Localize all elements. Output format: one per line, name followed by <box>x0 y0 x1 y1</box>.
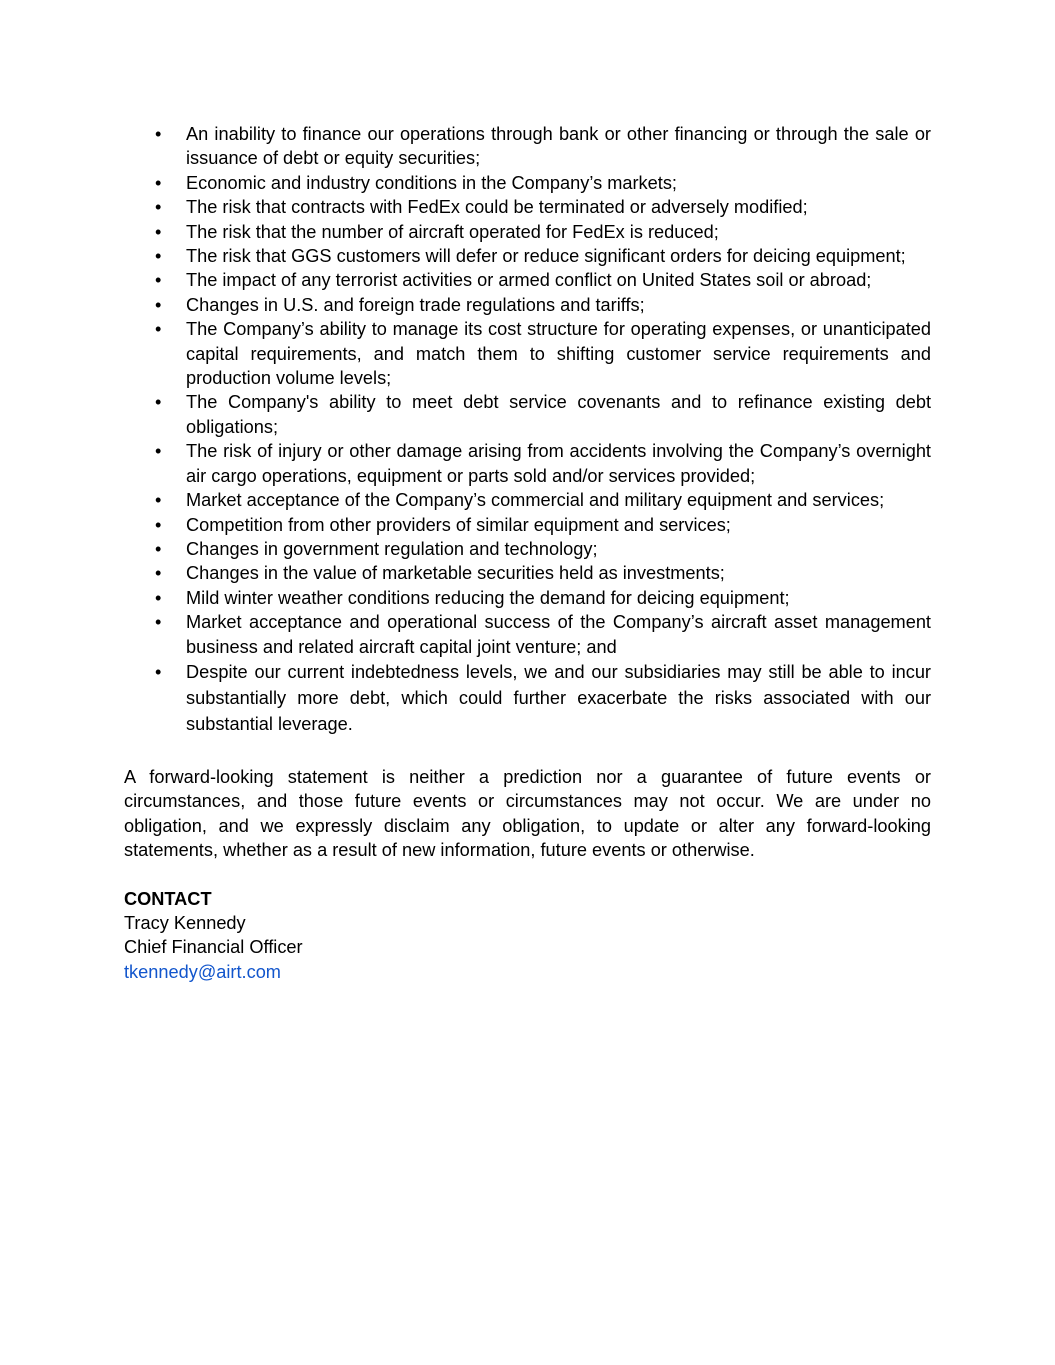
bullet-icon: • <box>155 124 162 144</box>
bullet-icon: • <box>155 197 162 218</box>
list-item <box>124 122 931 171</box>
list-item-text: Market acceptance and operational success of the Company’s aircraft asset management business and related aircraft capital joint venture; and <box>186 612 931 657</box>
bullet-icon: • <box>155 587 162 608</box>
bullet-icon: • <box>155 514 162 535</box>
bullet-icon: • <box>155 319 162 340</box>
list-item-text: Market acceptance of the Company’s commercial and military equipment and services; <box>186 490 885 511</box>
list-item-text: The Company’s ability to manage its cost structure for operating expenses, or unanticipated capital requirements, and match them to shifting customer service requirements and production volume levels; <box>186 319 931 389</box>
contact-name: Tracy Kennedy <box>124 912 246 933</box>
list-item <box>124 659 931 737</box>
list-item-text: An inability to finance our operations through bank or other financing or through the sale or issuance of debt or equity securities; <box>186 124 931 169</box>
list-item-text: Changes in the value of marketable securities held as investments; <box>186 563 725 584</box>
bullet-icon: • <box>155 294 162 315</box>
list-item-text: The Company's ability to meet debt service covenants and to refinance existing debt obligations; <box>186 392 931 437</box>
list-item-text: The risk that the number of aircraft operated for FedEx is reduced; <box>186 221 719 242</box>
list-item <box>124 220 931 244</box>
bullet-icon: • <box>155 661 162 682</box>
bullet-icon: • <box>155 490 162 511</box>
list-item <box>124 390 931 439</box>
list-item <box>124 195 931 219</box>
list-item <box>124 244 931 268</box>
bullet-icon: • <box>155 246 162 267</box>
bullet-icon: • <box>155 441 162 462</box>
document-page <box>124 122 931 984</box>
bullet-icon: • <box>155 612 162 633</box>
list-item <box>124 171 931 195</box>
contact-title: Chief Financial Officer <box>124 937 303 958</box>
list-item <box>124 513 931 537</box>
list-item <box>124 268 931 292</box>
list-item-text: The impact of any terrorist activities or armed conflict on United States soil or abroad; <box>186 270 872 291</box>
list-item-text: Changes in government regulation and technology; <box>186 538 598 559</box>
bullet-icon: • <box>155 392 162 413</box>
list-item-text: The risk that contracts with FedEx could be terminated or adversely modified; <box>186 197 808 218</box>
list-item-text: Competition from other providers of similar equipment and services; <box>186 514 731 535</box>
contact-heading: CONTACT <box>124 888 212 909</box>
list-item-text: Economic and industry conditions in the Company’s markets; <box>186 172 677 193</box>
bullet-icon: • <box>155 563 162 584</box>
bullet-icon: • <box>155 172 162 193</box>
list-item-text: Mild winter weather conditions reducing the demand for deicing equipment; <box>186 587 790 608</box>
bullet-icon: • <box>155 221 162 242</box>
list-item-text: Despite our current indebtedness levels, we and our subsidiaries may still be able to incur substantially more debt, which could further exacerbate the risks associated with our substantial leverage. <box>186 661 931 734</box>
contact-block <box>124 887 931 985</box>
list-item <box>124 537 931 561</box>
list-item <box>124 317 931 390</box>
list-item-text: Changes in U.S. and foreign trade regulations and tariffs; <box>186 294 645 315</box>
list-item <box>124 586 931 610</box>
list-item <box>124 439 931 488</box>
list-item <box>124 561 931 585</box>
list-item-text: The risk of injury or other damage arising from accidents involving the Company’s overnight air cargo operations, equipment or parts sold and/or services provided; <box>186 441 931 486</box>
list-item <box>124 610 931 659</box>
list-item-text: The risk that GGS customers will defer or reduce significant orders for deicing equipment; <box>186 246 906 267</box>
risk-factor-list <box>124 122 931 737</box>
list-item <box>124 293 931 317</box>
bullet-icon: • <box>155 538 162 559</box>
list-item <box>124 488 931 512</box>
forward-looking-statement: A forward-looking statement is neither a prediction nor a guarantee of future events or circumstances, and those future events or circumstances may not occur. We are under no obligation, and we expressly disclaim any obligation, to update or alter any forward-looking statements, whether as a result of new information, future events or otherwise. <box>124 766 931 861</box>
contact-email-link[interactable]: tkennedy@airt.com <box>124 961 281 982</box>
bullet-icon: • <box>155 270 162 291</box>
